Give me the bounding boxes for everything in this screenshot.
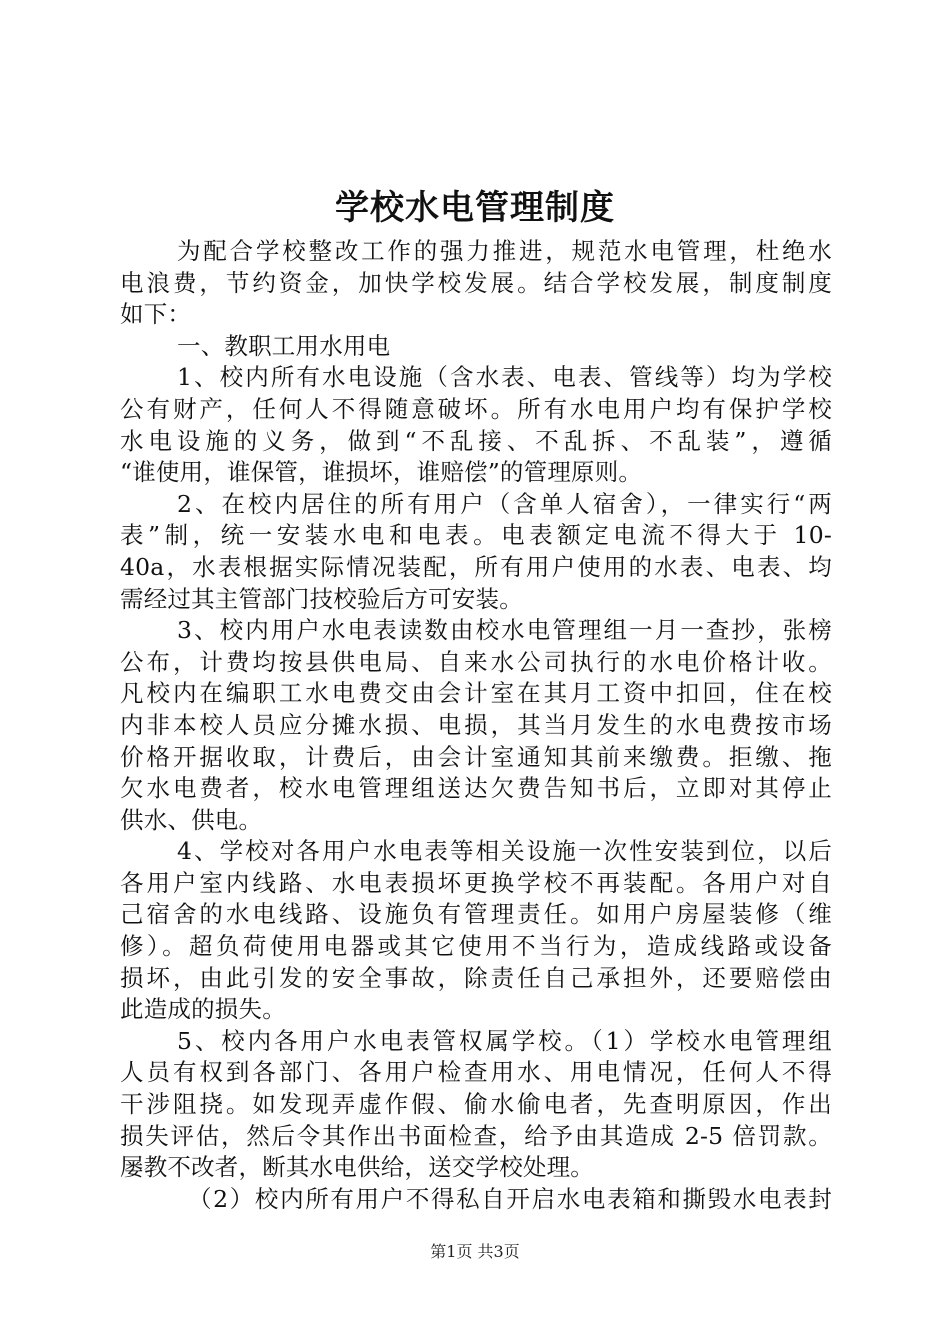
body-line: 水电设施的义务，做到“不乱接、不乱拆、不乱装”，遵循 [120,426,832,455]
document-title: 学校水电管理制度 [335,188,615,228]
body-line: 修）。超负荷使用电器或其它使用不当行为，造成线路或设备 [120,932,832,961]
body-line: 3、校内用户水电表读数由校水电管理组一月一查抄，张榜 [177,616,832,645]
body-line: 凡校内在编职工水电费交由会计室在其月工资中扣回，住在校 [120,679,832,708]
body-line: 电浪费，节约资金，加快学校发展。结合学校发展，制度制度 [120,268,832,297]
body-line: 2、在校内居住的所有用户（含单人宿舍），一律实行“两 [177,489,832,518]
body-line: 损失评估，然后令其作出书面检查，给予由其造成 2-5 倍罚款。 [120,1121,832,1150]
body-line: 公布，计费均按县供电局、自来水公司执行的水电价格计收。 [120,647,832,676]
section-heading: 一、教职工用水用电 [177,331,391,360]
body-line: “谁使用，谁保管，谁损坏，谁赔偿”的管理原则。 [120,458,643,487]
body-line: 欠水电费者，校水电管理组送达欠费告知书后，立即对其停止 [120,774,832,803]
body-line: 价格开据收取，计费后，由会计室通知其前来缴费。拒缴、拖 [120,742,832,771]
body-line: 需经过其主管部门技校验后方可安装。 [120,584,523,613]
body-line: 各用户室内线路、水电表损坏更换学校不再装配。各用户对自 [120,868,832,897]
body-line: 己宿舍的水电线路、设施负有管理责任。如用户房屋装修（维 [120,900,832,929]
body-line: 此造成的损失。 [120,995,286,1024]
page-number-footer: 第1页 共3页 [430,1242,520,1261]
body-line: 4、学校对各用户水电表等相关设施一次性安装到位，以后 [177,837,832,866]
document-body [120,236,832,1215]
body-line: 表”制，统一安装水电和电表。电表额定电流不得大于 10- [120,521,832,550]
body-line: 屡教不改者，断其水电供给，送交学校处理。 [120,1153,594,1182]
body-line: 为配合学校整改工作的强力推进，规范水电管理，杜绝水 [177,237,832,265]
body-line: 损坏，由此引发的安全事故，除责任自己承担外，还要赔偿由 [120,963,832,992]
body-line: （2）校内所有用户不得私自开启水电表箱和撕毁水电表封 [188,1184,832,1213]
body-line: 如下： [120,300,192,329]
body-line: 供水、供电。 [120,805,263,834]
body-line: 干涉阻挠。如发现弄虚作假、偷水偷电者，先查明原因，作出 [120,1090,832,1119]
body-line: 40a，水表根据实际情况装配，所有用户使用的水表、电表、均 [120,552,832,581]
body-line: 内非本校人员应分摊水损、电损，其当月发生的水电费按市场 [120,710,832,739]
body-line: 人员有权到各部门、各用户检查用水、用电情况，任何人不得 [120,1058,832,1087]
body-line: 公有财产，任何人不得随意破坏。所有水电用户均有保护学校 [120,394,832,423]
body-line: 5、校内各用户水电表管权属学校。（1）学校水电管理组 [177,1026,832,1055]
body-line: 1、校内所有水电设施（含水表、电表、管线等）均为学校 [177,363,832,392]
